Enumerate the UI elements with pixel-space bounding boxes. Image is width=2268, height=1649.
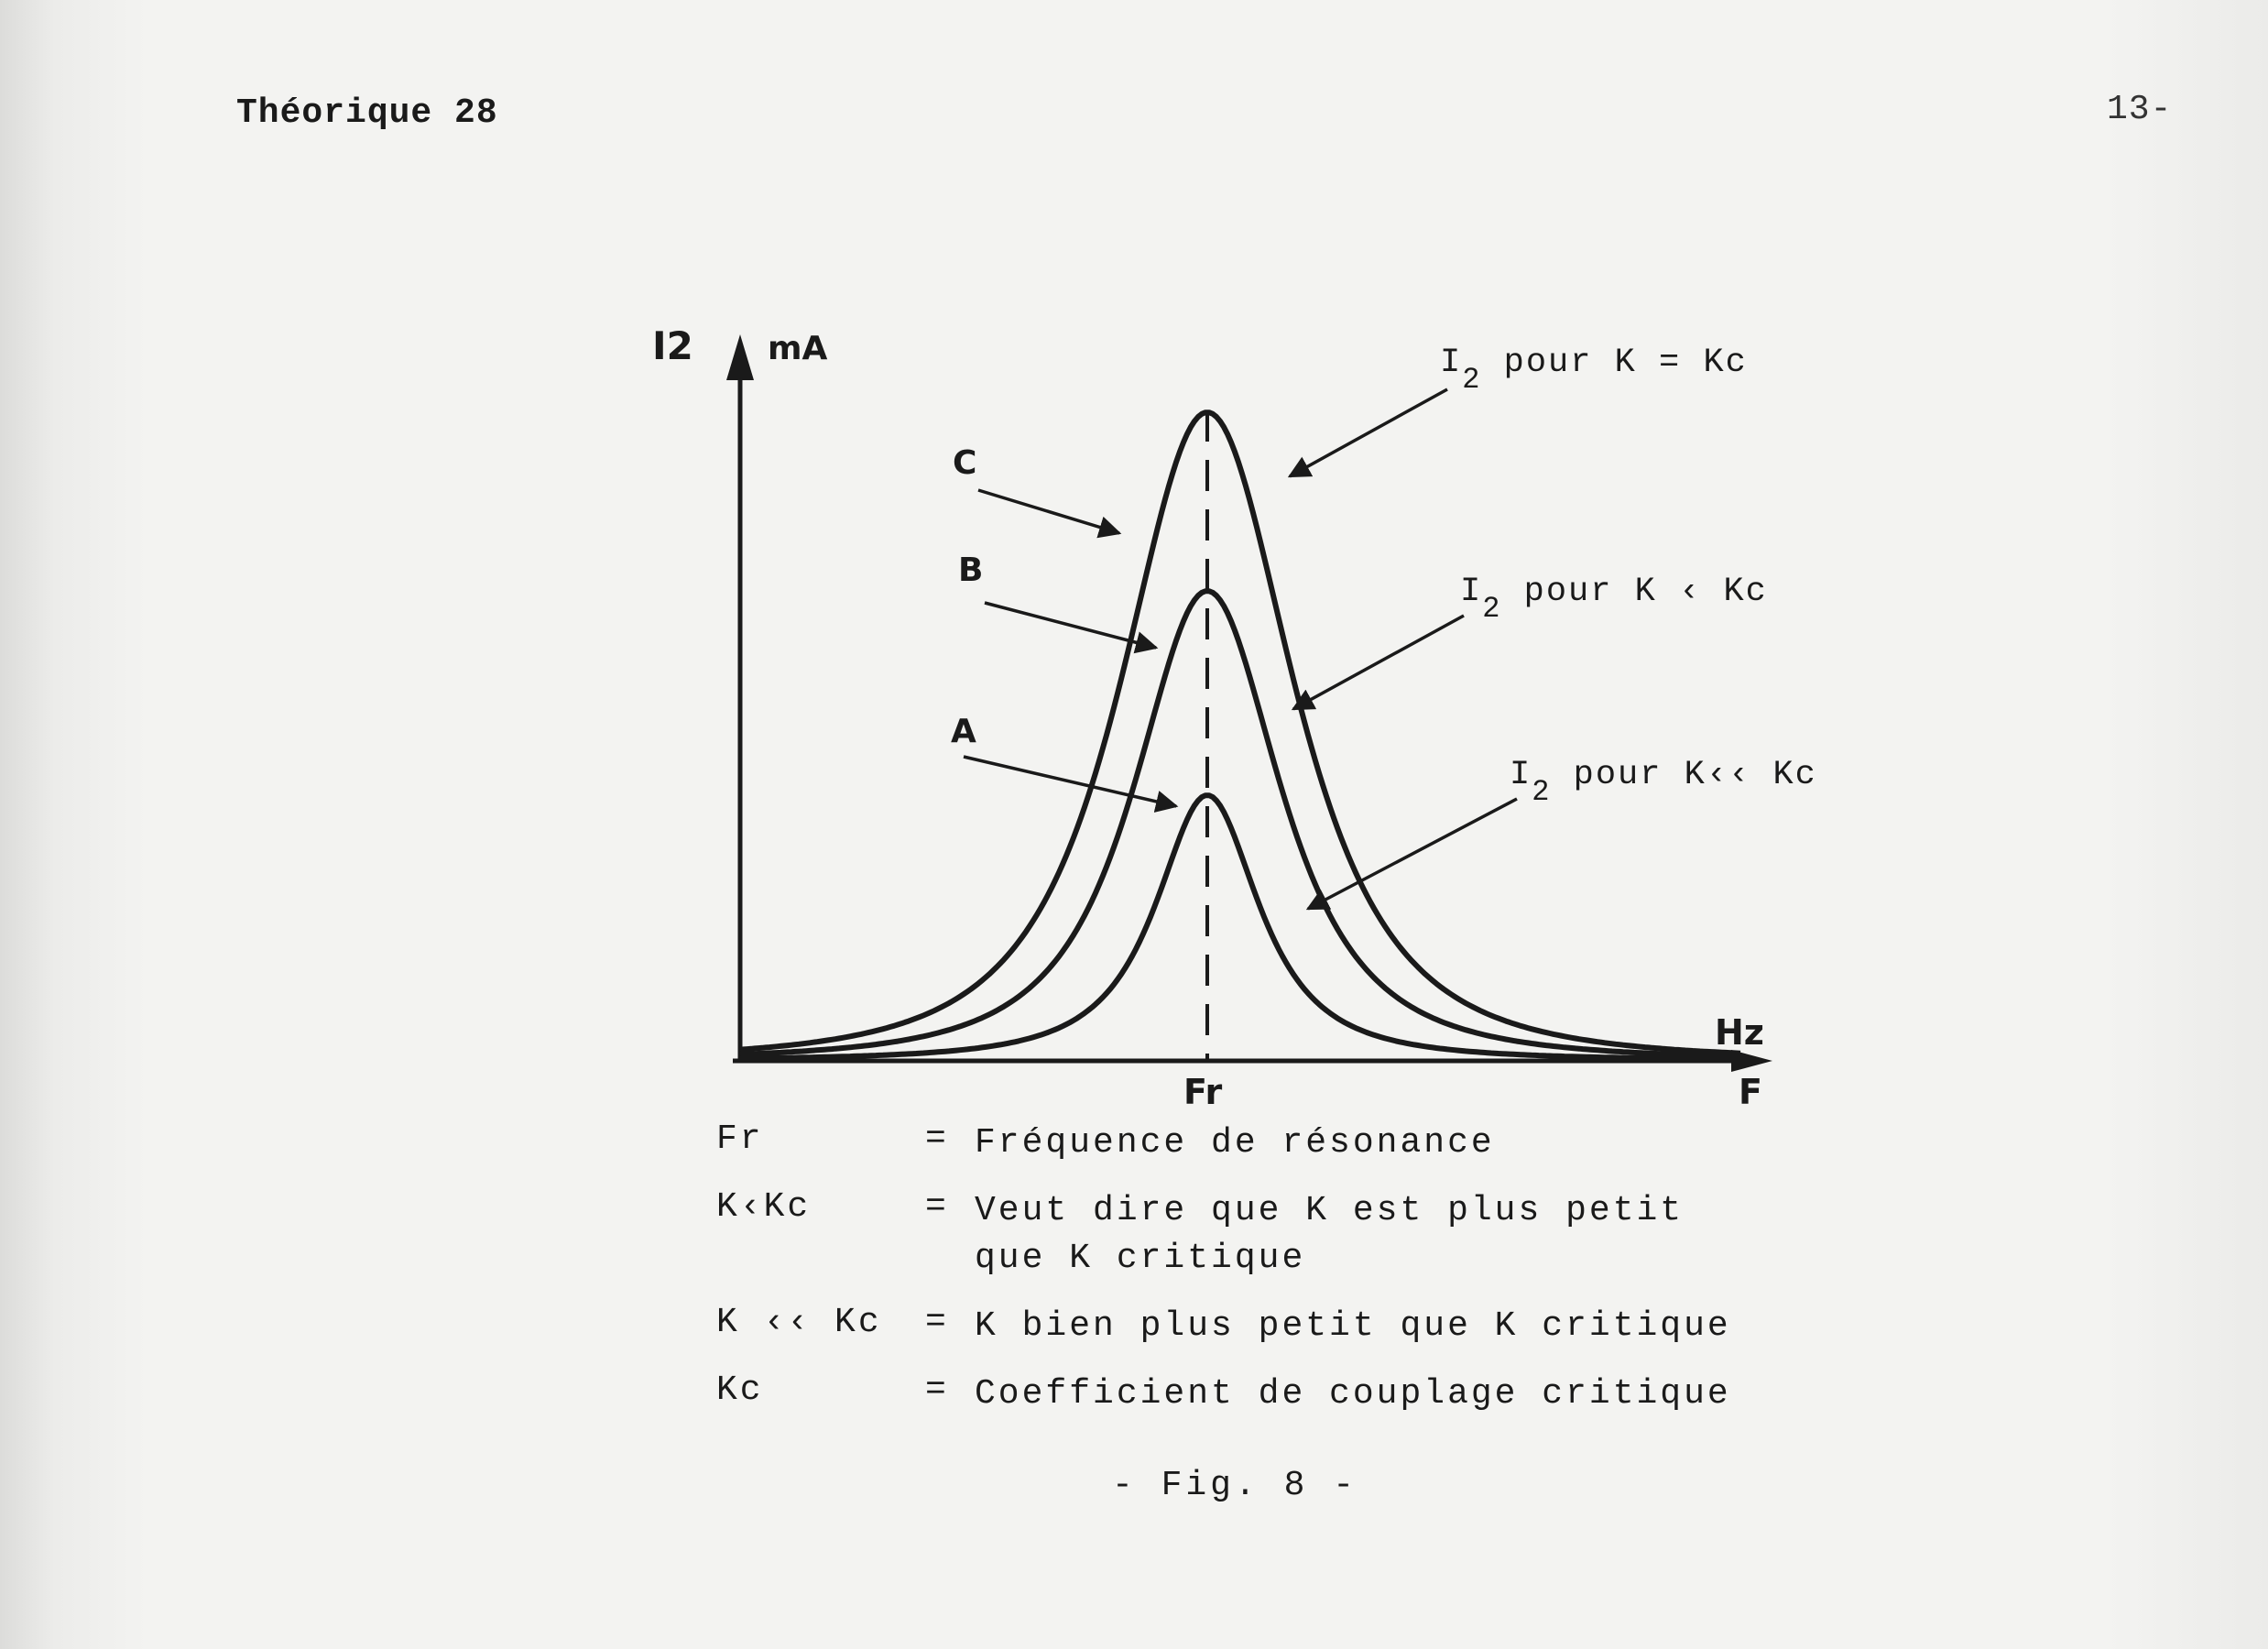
legend-row-k-less-kc: [716, 1187, 1799, 1283]
legend: [716, 1119, 1799, 1438]
annotation-k-much-less-kc: [1510, 756, 1817, 809]
x-axis-unit: Hz: [1715, 1012, 1764, 1053]
curve-label-a: A: [951, 713, 976, 750]
legend-definition: Fréquence de résonance: [975, 1123, 1495, 1163]
annotation-k-less-kc-sub: 2: [1482, 592, 1502, 626]
legend-equals: =: [925, 1303, 949, 1342]
arrow-c: [978, 490, 1119, 533]
curve-label-c: C: [953, 444, 977, 482]
legend-key: K ‹‹ Kc: [716, 1303, 882, 1342]
legend-definition: Veut dire que K est plus petit que K critique: [975, 1191, 1685, 1278]
curve-b: [740, 591, 1740, 1056]
figure-caption: [0, 1466, 2268, 1505]
resonance-frequency-label: Fr: [1183, 1072, 1223, 1112]
arrow-k-less-kc: [1293, 616, 1464, 709]
x-axis-label: F: [1739, 1072, 1762, 1112]
annotation-k-less-kc: [1460, 573, 1768, 626]
annotation-k-less-kc-rest: pour K ‹ Kc: [1501, 573, 1768, 611]
legend-key: Kc: [716, 1371, 764, 1410]
legend-key: K‹Kc: [716, 1187, 812, 1227]
annotation-k-equal-kc-sub: 2: [1462, 363, 1482, 397]
arrow-k-equal-kc: [1290, 389, 1447, 476]
legend-definition: K bien plus petit que K critique: [975, 1306, 1731, 1346]
y-axis-arrow-icon: [726, 334, 754, 380]
legend-definition: Coefficient de couplage critique: [975, 1374, 1731, 1414]
annotation-k-equal-kc-rest: pour K = Kc: [1481, 344, 1748, 382]
legend-equals: =: [925, 1371, 949, 1410]
arrow-k-much-less-kc: [1308, 799, 1517, 909]
y-axis-unit: mA: [768, 330, 828, 367]
legend-row-fr: [716, 1119, 1799, 1167]
legend-equals: =: [925, 1119, 949, 1159]
arrow-b: [985, 603, 1156, 648]
page-number: 13-: [2107, 90, 2173, 129]
legend-row-kc: [716, 1371, 1799, 1418]
annotation-k-much-less-kc-rest: pour K‹‹ Kc: [1551, 756, 1817, 794]
annotation-k-much-less-kc-sub: 2: [1532, 775, 1552, 809]
legend-key: Fr: [716, 1119, 764, 1159]
annotation-k-equal-kc: [1440, 344, 1748, 397]
annotation-k-less-kc-main: I: [1460, 573, 1483, 611]
y-axis-label: I2: [652, 323, 693, 368]
arrow-a: [964, 757, 1176, 806]
annotation-k-much-less-kc-main: I: [1510, 756, 1532, 794]
legend-equals: =: [925, 1187, 949, 1227]
curve-c: [740, 412, 1740, 1053]
page-header-title: Théorique 28: [236, 93, 498, 133]
curve-label-b: B: [958, 551, 984, 589]
figure-caption-text: - Fig. 8 -: [1111, 1466, 1358, 1505]
annotation-k-equal-kc-main: I: [1440, 344, 1463, 382]
legend-row-k-much-less-kc: [716, 1303, 1799, 1350]
curve-a: [740, 795, 1740, 1059]
